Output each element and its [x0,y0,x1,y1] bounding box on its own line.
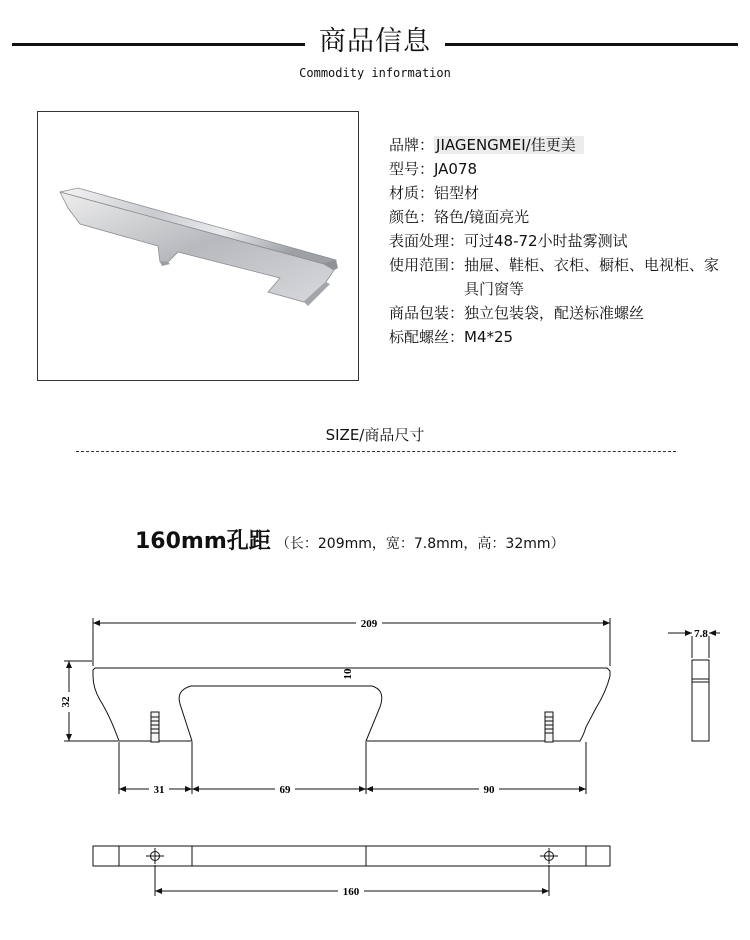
product-photo [37,111,359,381]
page-title: 商品信息 [319,26,431,57]
size-section-title: SIZE/商品尺寸 [325,426,425,444]
dim-middle-segment-label: 69 [279,784,291,796]
size-section-divider [76,451,676,452]
spec-label: 品牌： [389,136,435,154]
bottom-view [93,846,610,866]
hole-spacing-detail: （长：209mm，宽：7.8mm，高：32mm） [275,536,565,552]
dim-right-segment-label: 90 [483,784,495,796]
technical-drawing [0,600,750,930]
spec-label: 颜色： [389,208,435,226]
spec-label: 使用范围： [389,256,465,274]
left-screw [151,712,159,742]
spec-row-packaging [389,301,734,325]
spec-value: 可过48-72小时盐雾测试 [464,232,628,250]
spec-label: 材质： [389,184,435,202]
dim-left-segment-label: 31 [153,784,165,796]
page-subtitle: Commodity information [299,66,451,80]
right-screw [545,712,553,742]
side-view [692,660,709,741]
spec-value: M4*25 [464,328,514,346]
spec-value: JA078 [434,160,478,178]
spec-value: JIAGENGMEI/佳更美 [434,136,584,154]
spec-row-usage [389,253,734,301]
spec-value: 抽屉、鞋柜、衣柜、橱柜、电视柜、家具门窗等 [464,256,720,298]
spec-value: 独立包装袋，配送标准螺丝 [464,304,645,322]
spec-label: 标配螺丝： [389,328,465,346]
spec-label: 型号： [389,160,435,178]
spec-row-surface [389,229,734,253]
spec-row-screw [389,325,734,349]
hole-spacing-main: 160mm孔距 [135,529,271,554]
spec-row-brand [389,133,734,157]
header-rule-right [445,43,738,46]
dim-height-label: 32 [60,696,72,708]
spec-value: 铝型材 [434,184,480,202]
spec-label: 商品包装： [389,304,465,322]
spec-list [389,133,734,349]
spec-row-material [389,181,734,205]
header-rule-left [12,43,305,46]
spec-label: 表面处理： [389,232,465,250]
spec-row-color [389,205,734,229]
dim-thickness-label: 10 [342,668,354,680]
dim-length-label: 209 [360,618,378,630]
spec-value: 铬色/镜面亮光 [434,208,530,226]
hole-spacing-heading [135,524,695,555]
dim-hole-spacing-label: 160 [342,886,360,898]
dim-width-label: 7.8 [694,628,708,640]
spec-row-model [389,157,734,181]
